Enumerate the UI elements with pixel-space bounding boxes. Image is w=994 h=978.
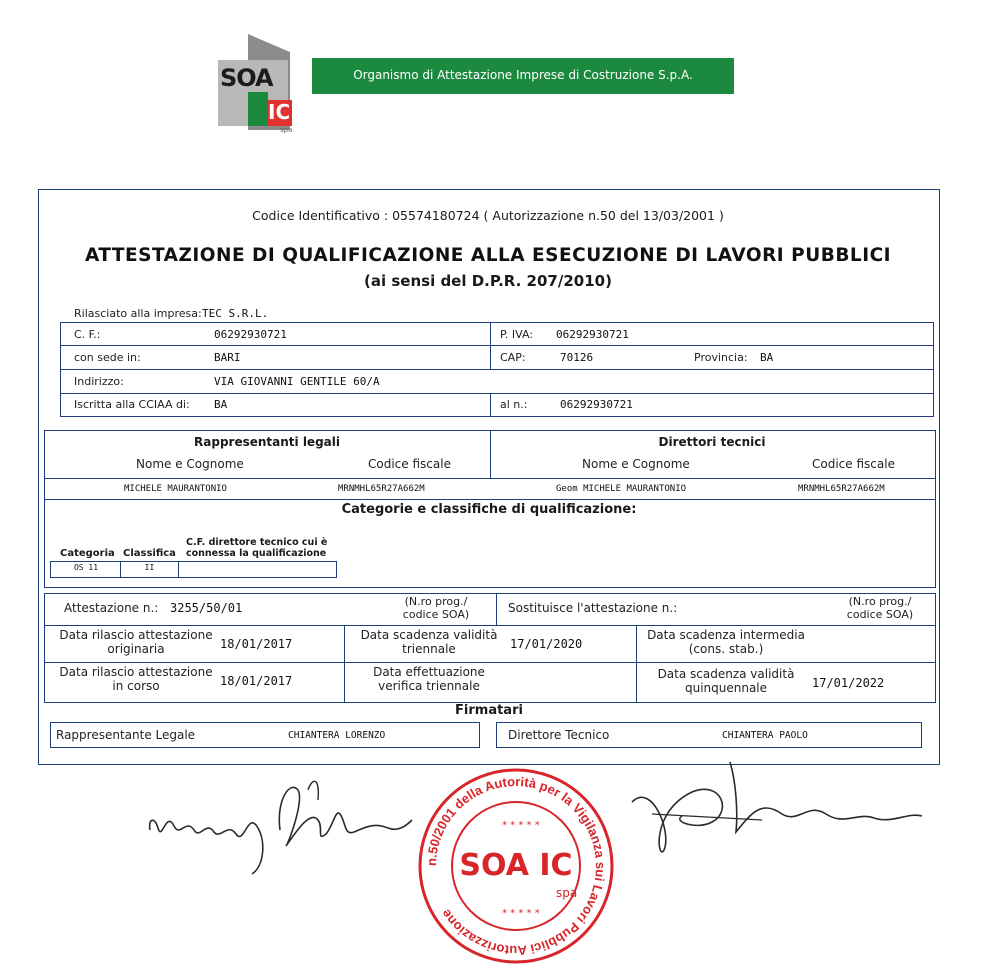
sede-label: con sede in: — [74, 351, 141, 364]
attestazione-n-value: 3255/50/01 — [170, 601, 243, 615]
logo-soa-text: SOA — [220, 64, 273, 92]
firmatari-rl-value: CHIANTERA LORENZO — [288, 730, 386, 741]
attestazione-n-label: Attestazione n.: — [64, 601, 159, 615]
piva-value: 06292930721 — [556, 328, 629, 341]
rl-title: Rappresentanti legali — [194, 435, 340, 449]
row-categoria: OS 11 — [73, 563, 99, 572]
signature-direttore — [612, 752, 932, 862]
stamp-ring-lettering — [416, 766, 616, 966]
scad-tri-value: 17/01/2020 — [510, 637, 583, 651]
svg-text:* * * * *: * * * * * — [502, 908, 540, 919]
firmatari-rl-label: Rappresentante Legale — [56, 728, 196, 742]
firmatari-title: Firmatari — [455, 703, 523, 718]
codice-identificativo: Codice Identificativo : 05574180724 ( Autorizzazione n.50 del 13/03/2001 ) — [252, 208, 724, 223]
cciaa-label: Iscritta alla CCIAA di: — [74, 398, 190, 411]
rilascio-orig-label: Data rilascio attestazione originaria — [59, 628, 213, 656]
cap-value: 70126 — [560, 351, 594, 364]
provincia-value: BA — [760, 351, 774, 364]
logo-ic-text: IC — [268, 100, 291, 124]
document-subtitle: (ai sensi del D.P.R. 207/2010) — [364, 272, 612, 290]
cap-label: CAP: — [500, 351, 526, 364]
rilasciato-label: Rilasciato alla impresa: — [74, 307, 202, 320]
sostituisce-label: Sostituisce l'attestazione n.: — [508, 601, 678, 615]
piva-label: P. IVA: — [500, 328, 534, 341]
scad-int-label: Data scadenza intermedia (cons. stab.) — [647, 628, 805, 656]
rl-cf: MRNMHL65R27A662M — [338, 484, 425, 494]
rilascio-orig-value: 18/01/2017 — [220, 637, 293, 651]
scad-tri-label: Data scadenza validità triennale — [360, 628, 498, 656]
provincia-label: Provincia: — [694, 351, 748, 364]
stamp-center-text: SOA IC — [459, 848, 573, 883]
rl-col-cf: Codice fiscale — [368, 457, 451, 471]
col-categoria: Categoria — [60, 548, 115, 559]
nro-prog-1: (N.ro prog./ codice SOA) — [402, 595, 470, 621]
row-classifica: II — [144, 563, 155, 572]
dt-col-nome: Nome e Cognome — [582, 457, 690, 471]
soa-ic-logo — [218, 30, 308, 140]
indirizzo-value: VIA GIOVANNI GENTILE 60/A — [214, 375, 380, 388]
rl-name: MICHELE MAURANTONIO — [124, 484, 227, 494]
categorie-title: Categorie e classifiche di qualificazione: — [341, 502, 637, 517]
aln-value: 06292930721 — [560, 398, 633, 411]
document-title: ATTESTAZIONE DI QUALIFICAZIONE ALLA ESECUZIONE DI LAVORI PUBBLICI — [84, 245, 892, 266]
col-cf-direttore: C.F. direttore tecnico cui è connessa la qualificazione — [186, 537, 328, 559]
aln-label: al n.: — [500, 398, 528, 411]
signature-rappresentante — [140, 770, 420, 880]
rilascio-corso-value: 18/01/2017 — [220, 674, 293, 688]
dt-title: Direttori tecnici — [658, 435, 766, 449]
verifica-label: Data effettuazione verifica triennale — [373, 665, 485, 693]
sede-value: BARI — [214, 351, 241, 364]
rl-col-nome: Nome e Cognome — [136, 457, 244, 471]
cf-value: 06292930721 — [214, 328, 287, 341]
nro-prog-2: (N.ro prog./ codice SOA) — [846, 595, 914, 621]
rilasciato-value: TEC S.R.L. — [202, 307, 269, 320]
cciaa-value: BA — [214, 398, 228, 411]
scad-quin-label: Data scadenza validità quinquennale — [657, 667, 795, 695]
banner-text: Organismo di Attestazione Imprese di Costruzione S.p.A. — [353, 68, 693, 82]
firmatari-dt-label: Direttore Tecnico — [508, 728, 610, 742]
logo-spa-text: spa — [280, 126, 293, 134]
stamp-spa-text: spa — [556, 886, 578, 900]
svg-text:n.50/2001 della Autorità per l: n.50/2001 della Autorità per la Vigilanza sui Lavori Pubblici Autorizzazione — [423, 773, 609, 959]
svg-text:* * * * *: * * * * * — [502, 820, 540, 831]
dt-name: Geom MICHELE MAURANTONIO — [556, 484, 687, 494]
dt-cf: MRNMHL65R27A662M — [798, 484, 885, 494]
col-classifica: Classifica — [123, 548, 176, 559]
indirizzo-label: Indirizzo: — [74, 375, 124, 388]
cf-label: C. F.: — [74, 328, 101, 341]
rilascio-corso-label: Data rilascio attestazione in corso — [59, 665, 213, 693]
scad-quin-value: 17/01/2022 — [812, 676, 885, 690]
firmatari-dt-value: CHIANTERA PAOLO — [722, 730, 808, 741]
dt-col-cf: Codice fiscale — [812, 457, 895, 471]
